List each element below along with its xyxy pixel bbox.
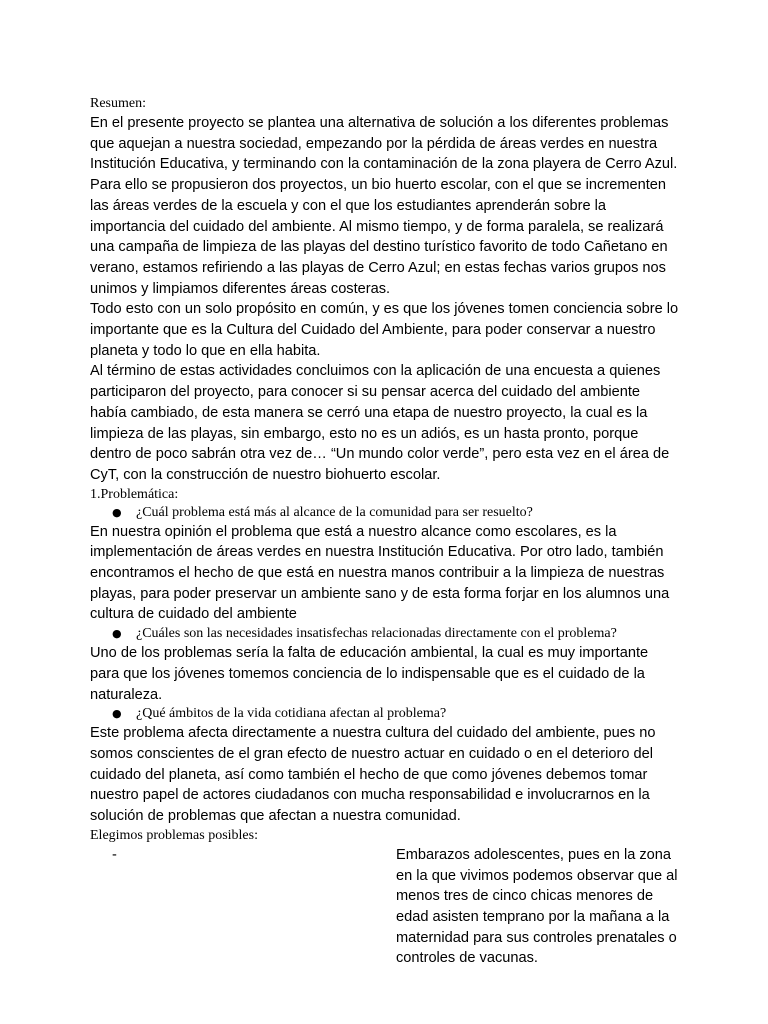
bullet-icon: ● <box>112 505 122 519</box>
document-page <box>90 95 680 969</box>
resumen-paragraph-2: Para ello se propusieron dos proyectos, un bio huerto escolar, con el que se incrementen las áreas verdes de la escuela y con el que los estudiantes aprenderán sobre la importancia del cuidado del ambiente. Al mismo tiempo, y de forma paralela, se realizará una campaña de limpieza de las playas del destino turístico favorito de todo Cañetano en verano, estamos refiriendo a las playas de Cerro Azul; en estas fechas varios grupos nos unimos y limpiamos diferentes áreas costeras. <box>90 177 668 297</box>
question-text-3: ¿Qué ámbitos de la vida cotidiana afectan al problema? <box>136 706 447 722</box>
problem-list-item-1 <box>90 845 680 969</box>
question-item-3 <box>90 705 680 723</box>
problematica-heading: 1.Problemática: <box>90 486 179 502</box>
problem-list-item-text-1: Embarazos adolescentes, pues en la zona en la que vivimos podemos observar que al menos tres de cinco chicas menores de edad asisten temprano por la mañana a la maternidad para sus controles prenatales o controles de vacunas. <box>396 846 678 967</box>
bullet-icon: ● <box>112 707 122 721</box>
bullet-icon: ● <box>112 627 122 641</box>
answer-text-2: Uno de los problemas sería la falta de educación ambiental, la cual es muy importante para que los jóvenes tomemos conciencia de lo indispensable que es el cuidado de la naturaleza. <box>90 645 649 703</box>
question-item-1 <box>90 504 680 522</box>
resumen-heading: Resumen: <box>90 96 146 111</box>
resumen-paragraph-1: En el presente proyecto se plantea una alternativa de solución a los diferentes problemas que aquejan a nuestra sociedad, empezando por la pérdida de áreas verdes en nuestra Institución Educativa, y terminando con la contaminación de la zona playera de Cerro Azul. <box>90 115 678 173</box>
problemas-posibles-heading: Elegimos problemas posibles: <box>90 827 258 843</box>
question-text-2: ¿Cuáles son las necesidades insatisfechas relacionadas directamente con el problema? <box>136 626 617 642</box>
answer-text-1: En nuestra opinión el problema que está a nuestro alcance como escolares, es la implementación de áreas verdes en nuestra Institución Educativa. Por otro lado, también encontramos el hecho de que está en nuestra manos contribuir a la limpieza de nuestras playas, para poder preservar un ambiente sano y de esta forma forjar en los alumnos una cultura de cuidado del ambiente <box>90 523 670 623</box>
question-text-1: ¿Cuál problema está más al alcance de la comunidad para ser resuelto? <box>136 504 533 520</box>
resumen-paragraph-3: Todo esto con un solo propósito en común, y es que los jóvenes tomen conciencia sobre lo importante que es la Cultura del Cuidado del Ambiente, para poder conservar a nuestro planeta y todo lo que en ella habita. <box>90 301 679 359</box>
resumen-paragraph-4: Al término de estas actividades concluimos con la aplicación de una encuesta a quienes participaron del proyecto, para conocer si su pensar acerca del cuidado del ambiente había cambiado, de esta manera se cerró una etapa de nuestro proyecto, la cual es la limpieza de las playas, sin embargo, esto no es un adiós, es un hasta pronto, porque dentro de poco sabrán otra vez de… “Un mundo color verde”, pero esta vez en el área de CyT, con la construcción de nuestro biohuerto escolar. <box>90 363 670 483</box>
dash-icon: - <box>112 846 117 863</box>
question-item-2 <box>90 625 680 643</box>
answer-text-3: Este problema afecta directamente a nuestra cultura del cuidado del ambiente, pues no somos conscientes de el gran efecto de nuestro actuar en cuidado o en el deterioro del cuidado del planeta, así como también el hecho de que como jóvenes debemos tomar nuestro papel de actores ciudadanos con mucha responsabilidad e involucrarnos en la solución de problemas que afectan a nuestra comunidad. <box>90 725 656 825</box>
